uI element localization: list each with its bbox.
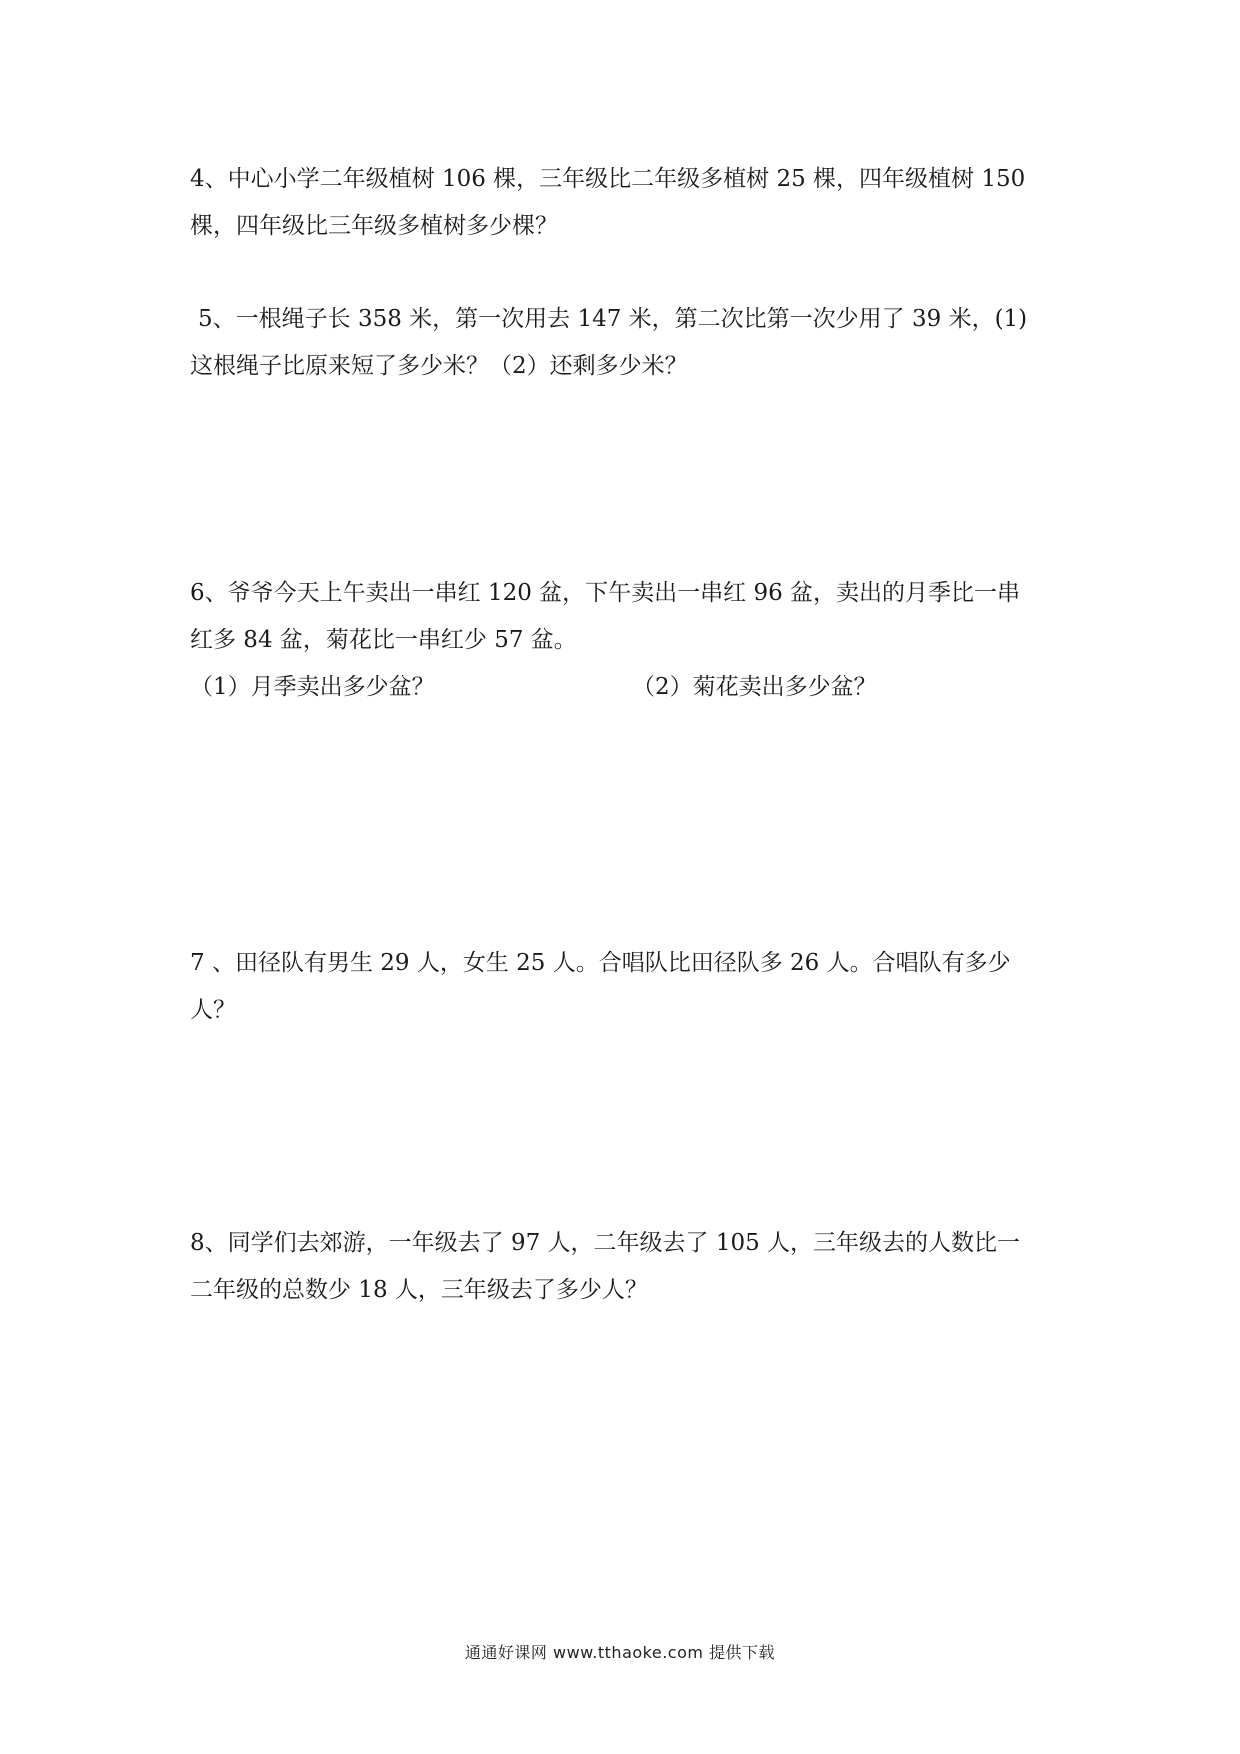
problem-6-subquestions (190, 664, 1070, 711)
problem-5 (190, 296, 1078, 390)
problem-7-line-1: 7 、田径队有男生 29 人，女生 25 人。合唱队比田径队多 26 人。合唱队有多少 (190, 950, 1011, 976)
problem-4 (190, 156, 1070, 250)
problem-6-line-1: 6、爷爷今天上午卖出一串红 120 盆，下午卖出一串红 96 盆，卖出的月季比一串 (190, 580, 1021, 606)
problem-6-subquestion-2: （2）菊花卖出多少盆？ (632, 674, 877, 700)
problem-7-line-2: 人？ (190, 997, 236, 1023)
problem-8-line-2: 二年级的总数少 18 人，三年级去了多少人？ (190, 1277, 648, 1303)
problem-8-line-1: 8、同学们去郊游，一年级去了 97 人，二年级去了 105 人，三年级去的人数比一 (190, 1230, 1021, 1256)
problem-5-line-1: 5、一根绳子长 358 米，第一次用去 147 米，第二次比第一次少用了 39 米，(1) (198, 306, 1028, 332)
problem-5-line-2: 这根绳子比原来短了多少米？（2）还剩多少米？ (190, 353, 688, 379)
problem-6-subquestion-1: （1）月季卖出多少盆？ (190, 674, 435, 700)
problem-6-line-2: 红多 84 盆，菊花比一串红少 57 盆。 (190, 627, 577, 653)
problem-4-line-2: 棵，四年级比三年级多植树多少棵？ (190, 213, 558, 239)
problem-8 (190, 1220, 1070, 1314)
problem-6 (190, 570, 1070, 711)
problem-7 (190, 940, 1070, 1034)
problem-4-line-1: 4、中心小学二年级植树 106 棵，三年级比二年级多植树 25 棵，四年级植树 150 (190, 166, 1026, 192)
footer-source-credit: 通通好课网 www.tthaoke.com 提供下载 (464, 1643, 776, 1662)
